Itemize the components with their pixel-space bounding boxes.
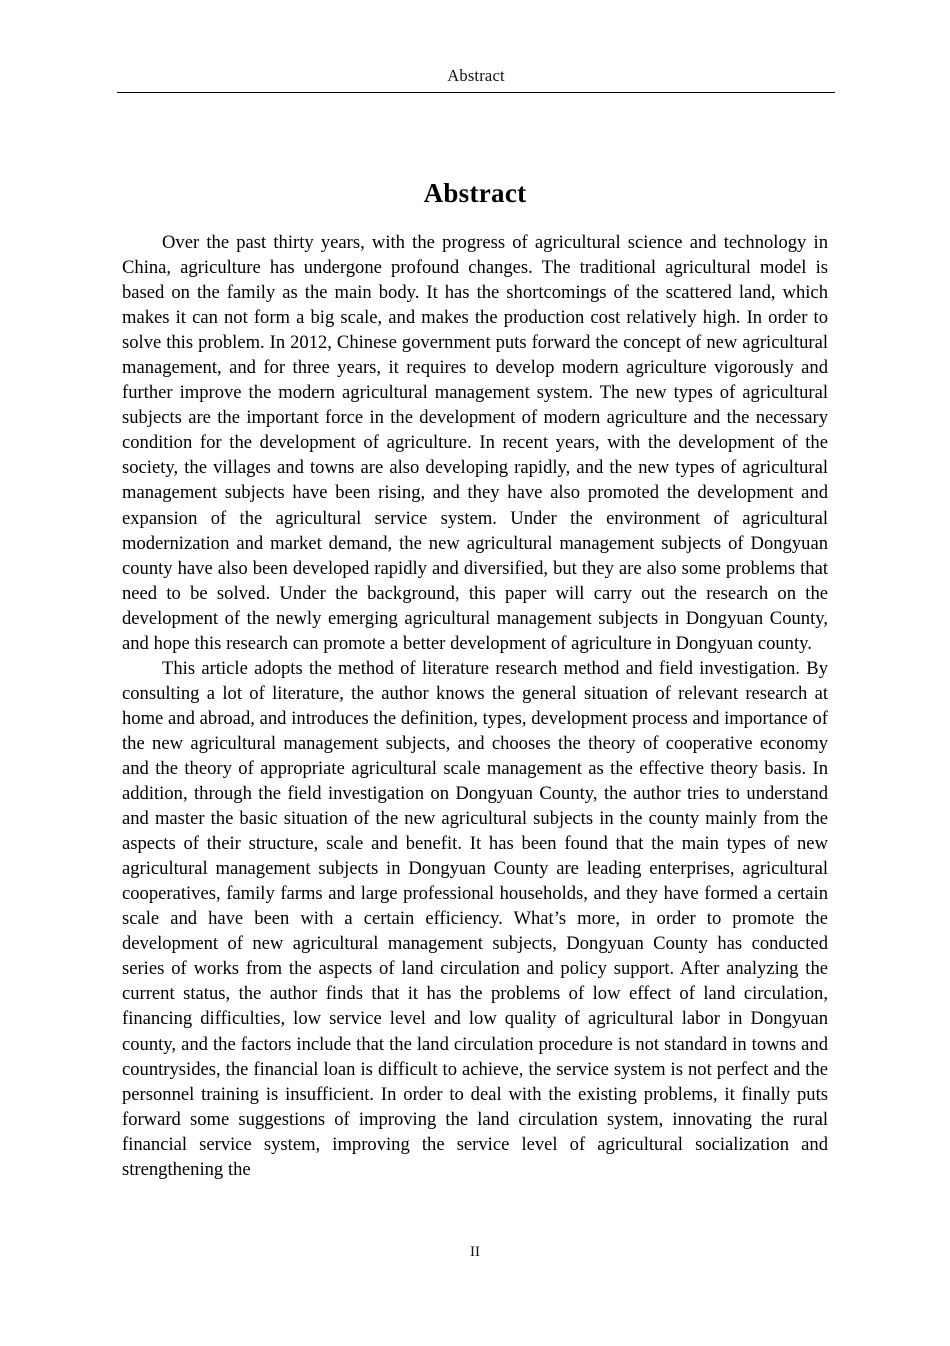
paragraph: This article adopts the method of literature research method and field investigation. By consulting a lot of literature, the author knows the general situation of relevant research at home and abroad, and introduces the definition, types, development process and importance of the new agricultural management subjects, and chooses the theory of cooperative economy and the theory of appropriate agricultural scale management as the effective theory basis. In addition, through the field investigation on Dongyuan County, the author tries to understand and master the basic situation of the new agricultural subjects in the county mainly from the aspects of their structure, scale and benefit. It has been found that the main types of new agricultural management subjects in Dongyuan County are leading enterprises, agricultural cooperatives, family farms and large professional households, and they have formed a certain scale and have been with a certain efficiency. What’s more, in order to promote the development of new agricultural management subjects, Dongyuan County has conducted series of works from the aspects of land circulation and policy support. After analyzing the current status, the author finds that it has the problems of low effect of land circulation, financing difficulties, low service level and low quality of agricultural labor in Dongyuan county, and the factors include that the land circulation procedure is not standard in towns and countrysides, the financial loan is difficult to achieve, the service system is not perfect and the personnel training is insufficient. In order to deal with the existing problems, it finally puts forward some suggestions of improving the land circulation system, innovating the rural financial service system, improving the service level of agricultural socialization and strengthening the [122, 657, 829, 1180]
running-header [117, 66, 835, 86]
header-divider-rule [117, 92, 835, 93]
page-footer [122, 1243, 828, 1261]
page-number: II [470, 1244, 480, 1260]
page-title: Abstract [423, 178, 527, 209]
running-header-text: Abstract [447, 66, 505, 85]
paragraph: Over the past thirty years, with the progress of agricultural science and technology in China, agriculture has undergone profound changes. The traditional agricultural model is based on the family as the main body. It has the shortcomings of the scattered land, which makes it can not form a big scale, and makes the production cost relatively high. In order to solve this problem. In 2012, Chinese government puts forward the concept of new agricultural management, and for three years, it requires to develop modern agriculture vigorously and further improve the modern agricultural management system. The new types of agricultural subjects are the important force in the development of modern agriculture and the necessary condition for the development of agriculture. In recent years, with the development of the society, the villages and towns are also developing rapidly, and the new types of agricultural management subjects have been rising, and they have also promoted the development and expansion of the agricultural service system. Under the environment of agricultural modernization and market demand, the new agricultural management subjects of Dongyuan county have also been developed rapidly and diversified, but they are also some problems that need to be solved. Under the background, this paper will carry out the research on the development of the newly emerging agricultural management subjects in Dongyuan County, and hope this research can promote a better development of agriculture in Dongyuan county. [122, 232, 828, 654]
abstract-body [122, 230, 828, 1182]
